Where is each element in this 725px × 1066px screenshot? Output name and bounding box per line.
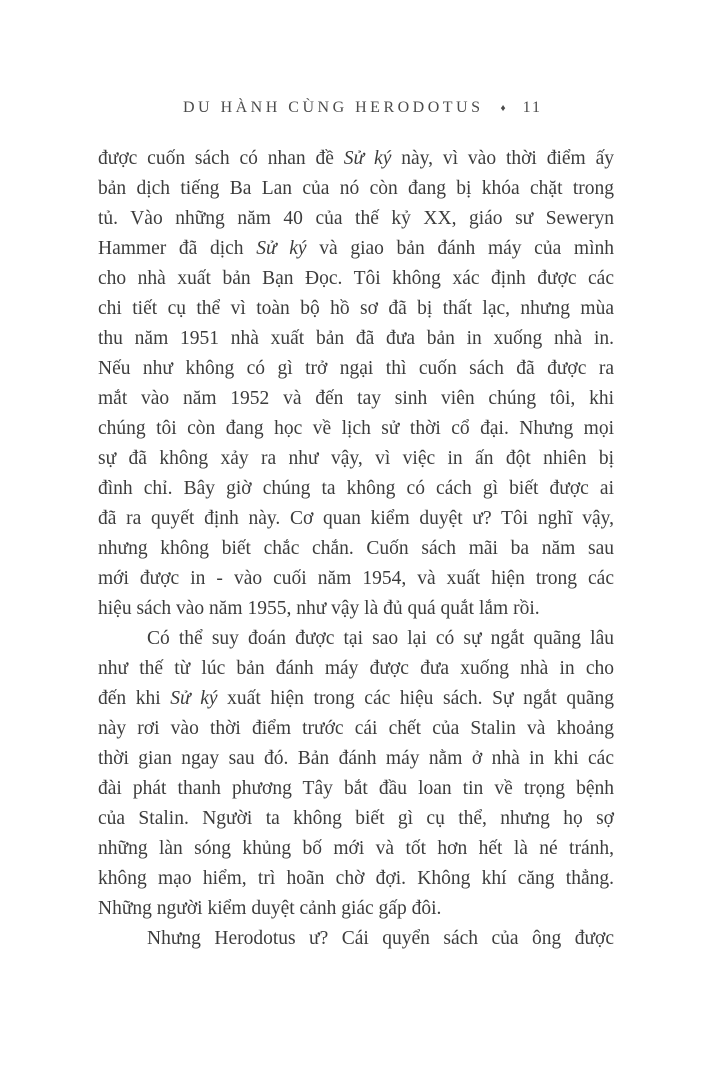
text-line: chúng tôi còn đang học về lịch sử thời cổ đại. Nhưng mọi: [98, 418, 614, 439]
text-line: Có thể suy đoán được tại sao lại có sự ngắt quãng lâu: [147, 628, 614, 649]
text-line: tủ. Vào những năm 40 của thế kỷ XX, giáo sư Seweryn: [98, 208, 614, 229]
text-line: cho nhà xuất bản Bạn Đọc. Tôi không xác định được các: [98, 268, 614, 289]
paragraph: [98, 624, 614, 924]
text-line: nhưng không biết chắc chắn. Cuốn sách mãi ba năm sau: [98, 538, 614, 559]
running-header: [0, 99, 725, 117]
book-title: DU HÀNH CÙNG HERODOTUS: [182, 99, 484, 116]
text-line: thu năm 1951 nhà xuất bản đã đưa bản in xuống nhà in.: [98, 328, 614, 349]
paragraph: [98, 924, 614, 954]
text-line: Những người kiểm duyệt cảnh giác gấp đôi.: [98, 898, 442, 919]
text-line: không mạo hiểm, trì hoãn chờ đợi. Không khí căng thẳng.: [98, 868, 614, 889]
text-line: thời gian ngay sau đó. Bản đánh máy nằm ở nhà in khi các: [98, 748, 614, 769]
text-line: đình chỉ. Bây giờ chúng ta không có cách gì biết được ai: [98, 478, 614, 499]
text-line: Nhưng Herodotus ư? Cái quyển sách của ông được: [147, 928, 614, 949]
paragraph: [98, 144, 614, 624]
text-line: của Stalin. Người ta không biết gì cụ thể, nhưng họ sợ: [98, 808, 614, 829]
text-line: được cuốn sách có nhan đề Sử ký này, vì vào thời điểm ấy: [98, 148, 614, 169]
page-number: 11: [522, 99, 543, 116]
text-line: sự đã không xảy ra như vậy, vì việc in ấn đột nhiên bị: [98, 448, 614, 469]
text-line: như thế từ lúc bản đánh máy được đưa xuống nhà in cho: [98, 658, 614, 679]
text-line: mới được in - vào cuối năm 1954, và xuất hiện trong các: [98, 568, 614, 589]
page-text: [98, 144, 614, 954]
text-line: này rơi vào thời điểm trước cái chết của Stalin và khoảng: [98, 718, 614, 739]
text-line: đến khi Sử ký xuất hiện trong các hiệu sách. Sự ngắt quãng: [98, 688, 614, 709]
text-line: đài phát thanh phương Tây bắt đầu loan tin về trọng bệnh: [98, 778, 614, 799]
text-line: Nếu như không có gì trở ngại thì cuốn sách đã được ra: [98, 358, 614, 379]
diamond-separator-icon: ♦: [500, 103, 506, 114]
text-line: mắt vào năm 1952 và đến tay sinh viên chúng tôi, khi: [98, 388, 614, 409]
text-line: chi tiết cụ thể vì toàn bộ hồ sơ đã bị thất lạc, nhưng mùa: [98, 298, 614, 319]
text-line: bản dịch tiếng Ba Lan của nó còn đang bị khóa chặt trong: [98, 178, 614, 199]
text-line: hiệu sách vào năm 1955, như vậy là đủ quá quắt lắm rồi.: [98, 598, 540, 619]
text-line: đã ra quyết định này. Cơ quan kiểm duyệt ư? Tôi nghĩ vậy,: [98, 508, 614, 529]
text-line: Hammer đã dịch Sử ký và giao bản đánh máy của mình: [98, 238, 614, 259]
text-line: những làn sóng khủng bố mới và tốt hơn hết là né tránh,: [98, 838, 614, 859]
